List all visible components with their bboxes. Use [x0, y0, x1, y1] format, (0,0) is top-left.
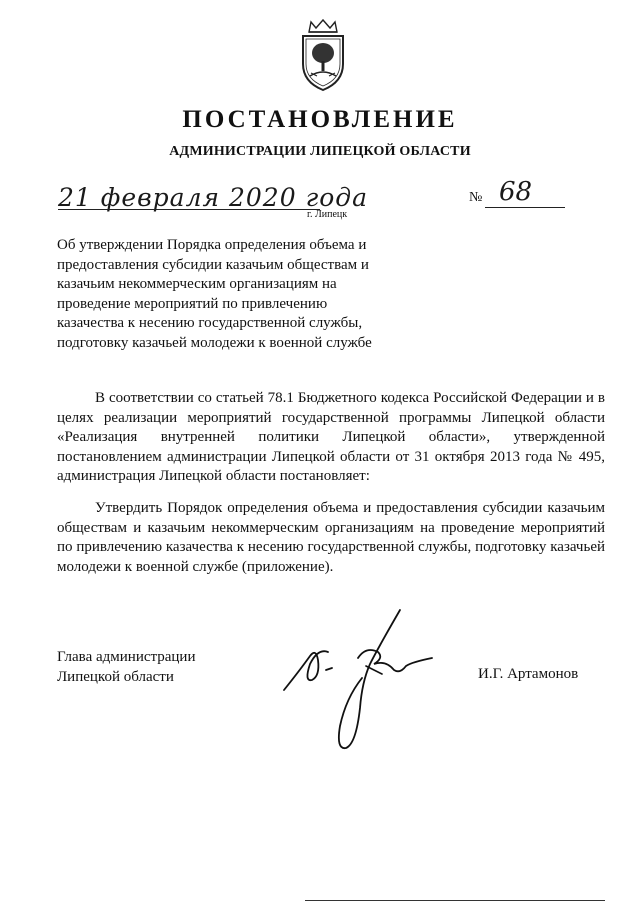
handwritten-date: 21 февраля 2020 года: [58, 183, 369, 212]
date-underline: [58, 209, 320, 210]
handwritten-number: 68: [499, 177, 533, 207]
document-subject: Об утверждении Порядка определения объема и предоставления субсидии казачьим обществам и казачьим некоммерческим организациям на проведение мероприятий по привлечению казачества к несению государственной службы, подготовку казачьей молодежи к военной службе: [57, 237, 372, 351]
signatory-role-line-2: Липецкой области: [57, 668, 174, 685]
signatory-role: [57, 648, 195, 687]
city-label: г. Липецк: [307, 209, 348, 220]
body-paragraph-1: В соответствии со статьей 78.1 Бюджетного кодекса Российской Федерации и в целях реализации мероприятий государственной программы Липецкой области «Реализация внутренней политики Липецкой области», утвержденной постановлением администрации Липецкой области от 31 октября 2013 года № 495, администрация Липецкой области постановляет:: [57, 390, 605, 485]
number-underline: [485, 207, 565, 208]
number-sign: №: [469, 190, 483, 205]
document-title: ПОСТАНОВЛЕНИЕ: [182, 106, 458, 133]
signatory-name: И.Г. Артамонов: [478, 666, 579, 682]
coat-of-arms-icon: [297, 18, 349, 92]
signatory-role-line-1: Глава администрации: [57, 649, 196, 665]
handwritten-signature: [282, 608, 442, 758]
body-paragraph-2: Утвердить Порядок определения объема и предоставления субсидии казачьим обществам и казачьим некоммерческим организациям на проведение мероприятий по привлечению казачества к несению государственной службы, подготовку казачьей молодежи к военной службе (приложение).: [57, 500, 605, 575]
footer-line: [305, 900, 605, 901]
document-issuer: АДМИНИСТРАЦИИ ЛИПЕЦКОЙ ОБЛАСТИ: [169, 144, 471, 159]
